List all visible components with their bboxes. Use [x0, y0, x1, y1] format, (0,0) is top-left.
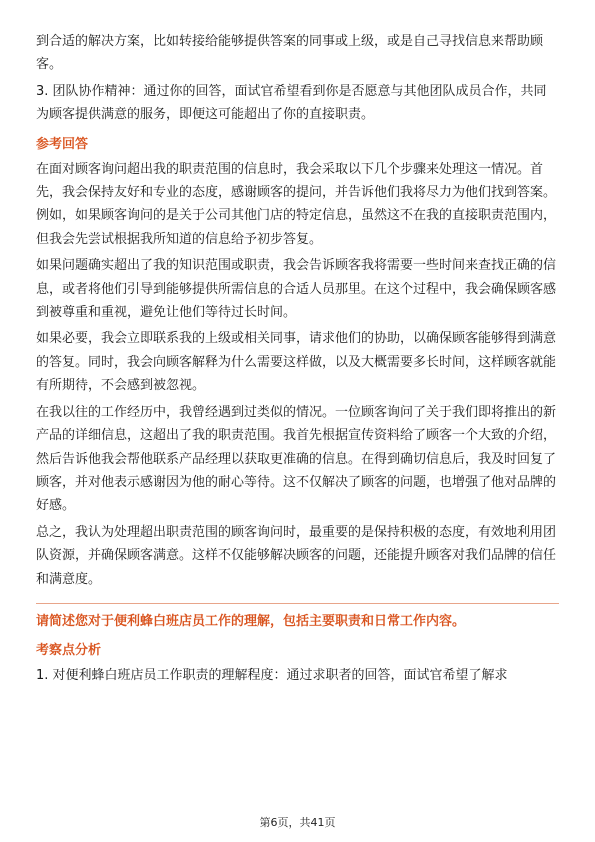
analysis-heading: 考察点分析 [36, 642, 102, 658]
continuation-paragraph-1: 到合适的解决方案，比如转接给能够提供答案的同事或上级，或是自己寻找信息来帮助顾客。 [36, 34, 544, 73]
answer-paragraph-1: 在面对顾客询问超出我的职责范围的信息时，我会采取以下几个步骤来处理这一情况。首先，我会保持友好和专业的态度，感谢顾客的提问，并告诉他们我将尽力为他们找到答案。例如，如果顾客询问的是关于公司其他门店的特定信息，虽然这不在我的直接职责范围内，但我会先尝试根据我所知道的信息给予初步答复。 [36, 161, 557, 247]
page-content [36, 30, 559, 690]
reference-answer-heading: 参考回答 [36, 136, 89, 152]
question-title: 请简述您对于便利蜂白班店员工作的理解，包括主要职责和日常工作内容。 [36, 613, 466, 629]
analysis-point-1: 1. 对便利蜂白班店员工作职责的理解程度：通过求职者的回答，面试官希望了解求 [36, 667, 508, 683]
answer-paragraph-2: 如果问题确实超出了我的知识范围或职责，我会告诉顾客我将需要一些时间来查找正确的信息，或者将他们引导到能够提供所需信息的合适人员那里。在这个过程中，我会确保顾客感到被尊重和重视，避免让他们等待过长时间。 [36, 258, 557, 321]
page-number: 第6页，共41页 [259, 816, 336, 829]
answer-paragraph-4: 在我以往的工作经历中，我曾经遇到过类似的情况。一位顾客询问了关于我们即将推出的新产品的详细信息，这超出了我的职责范围。我首先根据宣传资料给了顾客一个大致的介绍，然后告诉他我会帮他联系产品经理以获取更准确的信息。在得到确切信息后，我及时回复了顾客，并对他表示感谢因为他的耐心等待。这不仅解决了顾客的问题，也增强了他对品牌的好感。 [36, 404, 557, 514]
section-divider [36, 603, 559, 604]
answer-paragraph-5: 总之，我认为处理超出职责范围的顾客询问时，最重要的是保持积极的态度，有效地利用团队资源，并确保顾客满意。这样不仅能够解决顾客的问题，还能提升顾客对我们品牌的信任和满意度。 [36, 524, 557, 587]
answer-paragraph-3: 如果必要，我会立即联系我的上级或相关同事，请求他们的协助，以确保顾客能够得到满意的答复。同时，我会向顾客解释为什么需要这样做，以及大概需要多长时间，这样顾客就能有所期待，不会感到被忽视。 [36, 331, 557, 394]
continuation-paragraph-2: 3. 团队协作精神：通过你的回答，面试官希望看到你是否愿意与其他团队成员合作，共同为顾客提供满意的服务，即便这可能超出了你的直接职责。 [36, 83, 547, 123]
